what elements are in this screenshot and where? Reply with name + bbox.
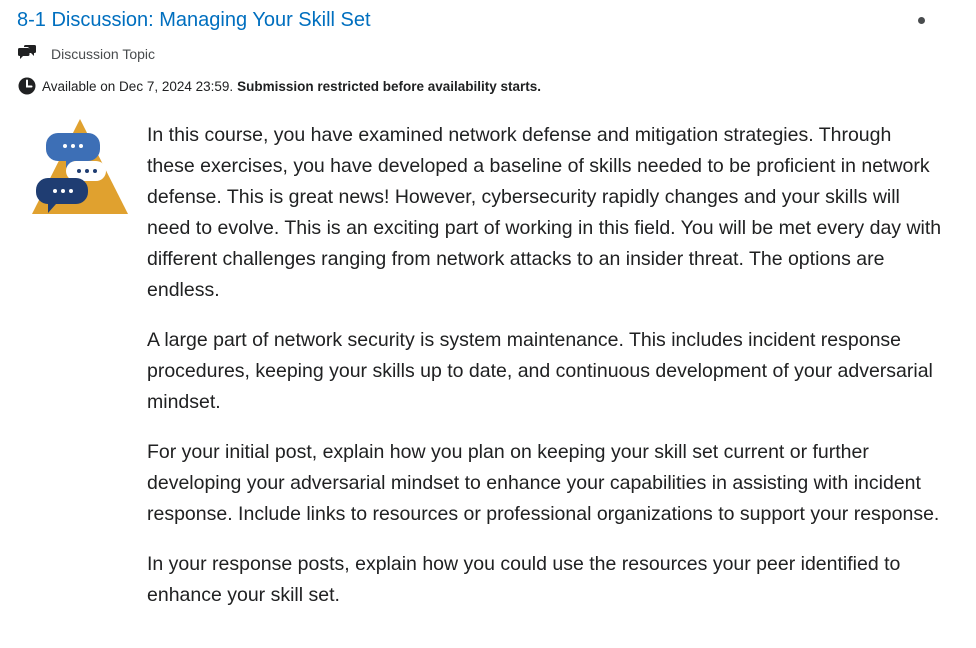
topic-type-label: Discussion Topic [51,46,156,62]
discussion-icon [17,44,37,64]
title-row [17,6,957,36]
topic-title-link[interactable]: 8-1 Discussion: Managing Your Skill Set [17,9,371,31]
description-paragraph: In this course, you have examined network defense and mitigation strategies. Through these exercises, you have developed a baseline of skills needed to be proficient in network defense. This is great news! However, cybersecurity rapidly changes and your skills will need to evolve. This is an exciting part of working in this field. You will be met every day with different challenges ranging from network attacks to an insider threat. The options are endless. [147,124,942,301]
topic-description [147,120,943,630]
description-paragraph: In your response posts, explain how you could use the resources your peer identified to enhance your skill set. [147,553,901,606]
more-options-icon[interactable] [915,14,927,26]
availability-date: Available on Dec 7, 2024 23:59. [42,78,234,94]
description-paragraph: For your initial post, explain how you plan on keeping your skill set current or further developing your adversarial mindset to enhance your capabilities in assisting with incident response. Include links to resources or professional organizations to support your response. [147,441,940,525]
clock-icon [17,76,37,96]
discussion-bubbles-illustration [28,115,130,221]
description-paragraph: A large part of network security is system maintenance. This includes incident response procedures, keeping your skills up to date, and continuous development of your adversarial mindset. [147,329,933,413]
topic-type-row [17,44,155,64]
availability-row [17,76,541,96]
submission-restriction: Submission restricted before availability starts. [237,78,542,94]
